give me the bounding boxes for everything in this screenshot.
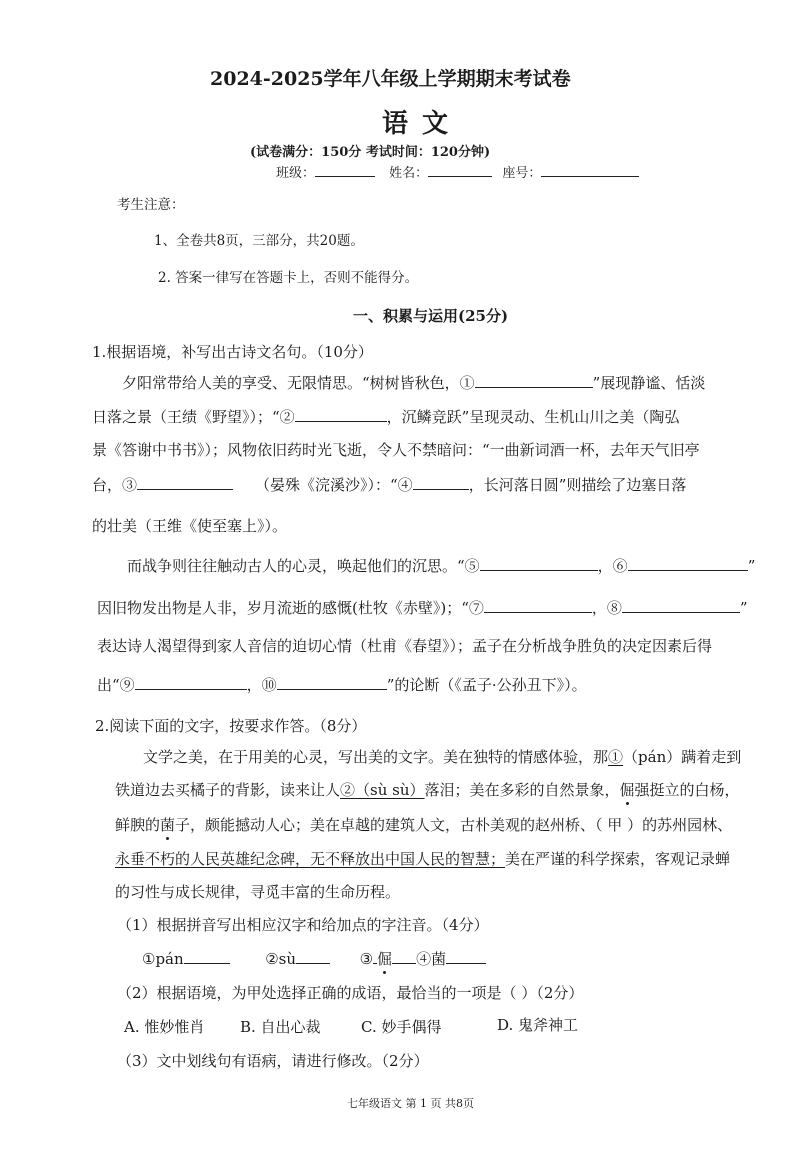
answer-blank-9[interactable] xyxy=(135,677,247,690)
exam-meta: (试卷满分：150分 考试时间：120分钟) xyxy=(250,145,491,160)
pinyin-marker-1: ① xyxy=(608,748,624,766)
answer-blank-3[interactable] xyxy=(137,477,233,490)
passage-text: 鲜腴的 xyxy=(115,816,161,834)
q2-passage-line-5: 的习性与成长规律，寻觅丰富的生命历程。 xyxy=(115,883,401,901)
class-field[interactable] xyxy=(315,164,375,177)
passage-text: （pán）蹒着走到 xyxy=(623,748,742,766)
q2-answer-row xyxy=(142,948,486,969)
answer-blank-10[interactable] xyxy=(277,677,387,690)
subject-title: 语文 xyxy=(382,109,463,139)
q1-text: ” xyxy=(739,599,748,617)
passage-text: 落泪；美在多彩的自然景象， xyxy=(424,781,620,799)
q1-line-3: 景《答谢中书书》）；风物依旧药时光飞逝，令人不禁暗问：“一曲新词酒一杯，去年天气旧亭 xyxy=(92,441,700,459)
q1-line-8: 表达诗人渴望得到家人音信的迫切心情（杜甫《春望》）；孟子在分析战争胜负的决定因素后得 xyxy=(97,637,713,655)
q1-text: 日落之景（王绩《野望》）；“② xyxy=(92,408,295,426)
option-d[interactable]: D. 鬼斧神工 xyxy=(497,1016,579,1034)
q1-text: 而战争则往往触动古人的心灵，唤起他们的沉思。“⑤ xyxy=(127,557,480,575)
answer-blank-1[interactable] xyxy=(475,375,593,388)
q1-line-6 xyxy=(127,558,755,574)
notice-item-1: 1、全卷共8页，三部分，共20题。 xyxy=(154,233,364,249)
q2-passage-line-3 xyxy=(115,818,732,833)
name-label: 姓名： xyxy=(389,166,429,181)
option-b[interactable]: B. 自出心裁 xyxy=(240,1018,321,1036)
exam-title: 2024-2025学年八年级上学期期末考试卷 xyxy=(210,68,571,90)
q1-text: ”展现静谧、恬淡 xyxy=(592,374,706,392)
answer-blank-jue[interactable] xyxy=(392,951,416,964)
passage-text: 铁道边去买橘子的背影，读来让人 xyxy=(115,781,341,799)
passage-text: 强挺立的白杨， xyxy=(634,781,740,799)
q1-text: 夕阳常带给人美的享受、无限情思。“树树皆秋色，① xyxy=(122,374,475,392)
q2-sub-3: （3）文中划线句有语病，请进行修改。（2分） xyxy=(117,1052,429,1070)
option-a[interactable]: A. 惟妙惟肖 xyxy=(124,1018,205,1036)
answer-blank-7[interactable] xyxy=(484,600,592,613)
q1-text: ，⑥ xyxy=(597,557,628,575)
class-label: 班级： xyxy=(276,166,316,181)
answer-blank-pan[interactable] xyxy=(184,951,230,964)
notice-item-2: 2. 答案一律写在答题卡上，否则不能得分。 xyxy=(158,270,419,286)
answer-blank-6[interactable] xyxy=(628,558,748,571)
q2-stem: 2.阅读下面的文字，按要求作答。（8分） xyxy=(95,717,367,735)
underlined-sentence: 永垂不朽的人民英雄纪念碑，无不释放出中国人民的智慧； xyxy=(115,850,506,868)
passage-text: 美在严谨的科学探索，客观记录蝉 xyxy=(505,850,731,868)
answer-label-2: ②sù xyxy=(265,950,297,968)
dotted-char-jue: 倔 xyxy=(619,781,635,799)
q1-line-7 xyxy=(97,600,748,616)
answer-blank-4[interactable] xyxy=(413,477,469,490)
q1-line-4 xyxy=(92,477,686,493)
student-info-row xyxy=(276,162,639,181)
q1-text: ”的论断（《孟子·公孙丑下》）。 xyxy=(386,676,587,694)
q1-line-2 xyxy=(92,409,679,425)
q1-text: ，长河落日圆”则描绘了边塞日落 xyxy=(468,476,687,494)
name-field[interactable] xyxy=(428,164,492,177)
page-footer: 七年级语文 第 1 页 共8页 xyxy=(347,1097,474,1110)
dotted-char-jun: 菌 xyxy=(160,816,176,834)
option-c[interactable]: C. 妙手偶得 xyxy=(361,1018,442,1036)
q1-text: 出“⑨ xyxy=(97,676,135,694)
q1-text: ，⑧ xyxy=(591,599,622,617)
q1-text: ，⑩ xyxy=(246,676,277,694)
section-title: 一、积累与运用(25分) xyxy=(353,307,509,325)
q1-text: ” xyxy=(747,557,756,575)
answer-label-3: ③ xyxy=(359,950,374,968)
answer-blank-8[interactable] xyxy=(622,600,740,613)
q1-line-1 xyxy=(122,375,705,391)
notice-heading: 考生注意： xyxy=(117,197,185,213)
q2-passage-line-4 xyxy=(115,852,730,867)
pinyin-marker-2: ②（sù sù） xyxy=(340,781,425,799)
dotted-char-jue: 倔 xyxy=(377,950,393,968)
q1-text: 因旧物发出物是人非，岁月流逝的感慨(杜牧《赤壁》)；“⑦ xyxy=(97,599,484,617)
answer-label-1: ①pán xyxy=(142,950,184,968)
seat-field[interactable] xyxy=(541,164,639,177)
q1-text: （晏殊《浣溪沙》）：“④ xyxy=(255,476,413,494)
q1-line-5: 的壮美（王维《使至塞上》）。 xyxy=(92,517,288,535)
q2-sub-2: （2）根据语境，为甲处选择正确的成语，最恰当的一项是（ ）（2分） xyxy=(117,984,584,1002)
q2-sub-1: （1）根据拼音写出相应汉字和给加点的字注音。（4分） xyxy=(117,916,489,934)
q2-passage-line-2 xyxy=(115,783,740,798)
answer-label-4: ④菌 xyxy=(416,950,447,968)
answer-blank-jun[interactable] xyxy=(446,951,486,964)
q1-line-9 xyxy=(97,677,587,693)
q1-text: ，沉鳞竞跃”呈现灵动、生机山川之美（陶弘 xyxy=(386,408,680,426)
q1-stem: 1.根据语境，补写出古诗文名句。（10分） xyxy=(92,343,373,361)
passage-text: 子，颇能撼动人心；美在卓越的建筑人文，古朴美观的赵州桥、（ 甲 ）的苏州园林、 xyxy=(175,816,733,834)
answer-blank-5[interactable] xyxy=(480,558,598,571)
passage-text: 文学之美，在于用美的心灵，写出美的文字。美在独特的情感体验，那 xyxy=(143,748,609,766)
q2-passage-line-1 xyxy=(143,750,741,765)
answer-blank-2[interactable] xyxy=(295,409,387,422)
seat-label: 座号： xyxy=(502,166,542,181)
answer-blank-su[interactable] xyxy=(296,951,330,964)
q1-text: 台，③ xyxy=(92,476,138,494)
